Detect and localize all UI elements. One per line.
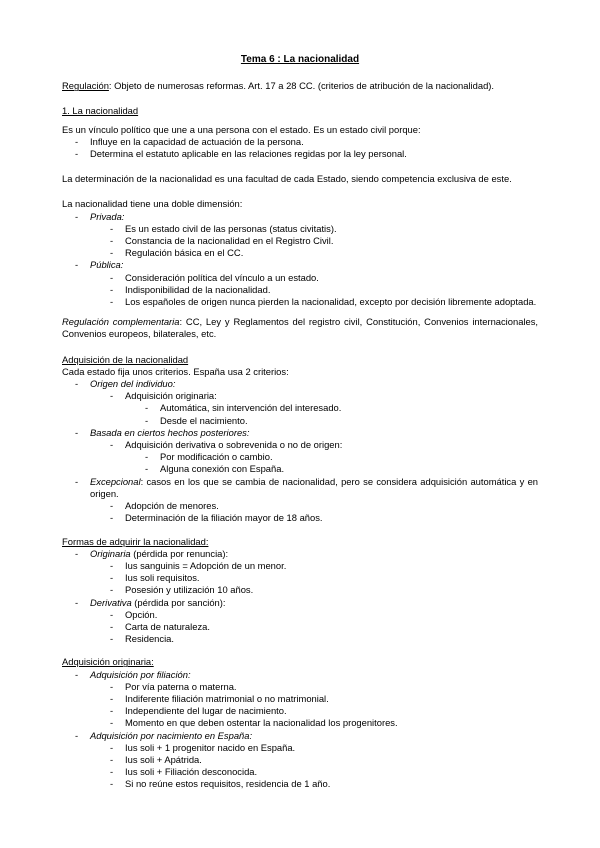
list-item-text: Adquisición por nacimiento en España: [90,729,253,741]
dash-bullet: - [145,414,149,426]
section-adquisicion-originaria [62,656,538,790]
dash-bullet: - [110,680,114,692]
complementaria-text: : CC, Ley y Reglamentos del registro civil, Constitución, Convenios internacionales, Convenios europeos, bilaterales, etc. [62,316,538,340]
list-item [62,402,538,414]
dash-bullet: - [75,378,79,390]
list-item [62,584,538,596]
paragraph-determinacion: La determinación de la nacionalidad es una facultad de cada Estado, siendo competencia exclusiva de este. [62,173,512,185]
dash-bullet: - [75,135,79,147]
paragraph-vinculo: Es un vínculo político que une a una persona con el estado. Es un estado civil porque: [62,123,421,135]
list-item-text: Determinación de la filiación mayor de 18 años. [125,512,323,524]
list-item-text: Carta de naturaleza. [125,620,210,632]
dash-bullet: - [110,778,114,790]
dash-bullet: - [110,559,114,571]
section-heading-formas: Formas de adquirir la nacionalidad: [62,535,209,547]
paragraph-complementaria [62,316,538,340]
list-item [62,148,538,160]
list-item [62,717,538,729]
excepcional-lead: Excepcional [90,475,141,487]
dash-bullet: - [110,247,114,259]
list-item [62,284,538,296]
list-item [62,597,538,609]
dash-bullet: - [110,271,114,283]
regulacion-lead: Regulación [62,80,109,92]
dash-bullet: - [75,259,79,271]
list-item-text: Determina el estatuto aplicable en las relaciones regidas por la ley personal. [90,148,407,160]
list-item [62,681,538,693]
dash-bullet: - [75,596,79,608]
list-item [62,621,538,633]
list-item [62,415,538,427]
section-heading-adquisicion: Adquisición de la nacionalidad [62,353,189,365]
list-item [62,211,538,223]
list-item-text: Residencia. [125,633,174,645]
dash-bullet: - [110,296,114,308]
dash-bullet: - [110,439,114,451]
dash-bullet: - [110,500,114,512]
dash-bullet: - [75,668,79,680]
dash-bullet: - [145,402,149,414]
dash-bullet: - [110,235,114,247]
dash-bullet: - [110,222,114,234]
dash-bullet: - [75,475,79,487]
list-item-text: Automática, sin intervención del interesado. [160,402,342,414]
list-item [62,693,538,705]
originaria-lead: Originaria [90,547,131,559]
dash-bullet: - [110,390,114,402]
list-item-text: Desde el nacimiento. [160,414,248,426]
list-item-text: Ius sanguinis = Adopción de un menor. [125,559,287,571]
list-item-text: Adopción de menores. [125,500,219,512]
list-item-text: Constancia de la nacionalidad en el Registro Civil. [125,235,334,247]
derivativa-lead: Derivativa [90,596,132,608]
list-item [62,512,538,524]
list-item-text: Regulación básica en el CC. [125,247,244,259]
list-item-text [90,548,538,560]
dash-bullet: - [145,451,149,463]
list-item [62,766,538,778]
dash-bullet: - [110,705,114,717]
dash-bullet: - [75,426,79,438]
dash-bullet: - [110,692,114,704]
list-item [62,235,538,247]
list-item-text [90,476,538,500]
dash-bullet: - [75,210,79,222]
list-item [62,705,538,717]
list-item [62,669,538,681]
complementaria-lead: Regulación complementaria [62,316,180,328]
section-heading-nacionalidad: 1. La nacionalidad [62,105,139,117]
list-item-text: Influye en la capacidad de actuación de la persona. [90,135,304,147]
regulacion-paragraph [62,80,538,92]
list-item [62,427,538,439]
excepcional-text: : casos en los que se cambia de nacionalidad, pero se considera adquisición automática y en origen. [90,475,538,499]
list-item [62,272,538,284]
dash-bullet: - [110,741,114,753]
list-item [62,476,538,500]
dash-bullet: - [145,463,149,475]
list-item-text: Adquisición originaria: [125,390,217,402]
section-adquisicion [62,354,538,525]
list-item [62,742,538,754]
list-item [62,778,538,790]
list-item-text: Origen del individuo: [90,378,176,390]
list-item [62,136,538,148]
dash-bullet: - [110,753,114,765]
list-item-text: Independiente del lugar de nacimiento. [125,705,287,717]
list-item [62,572,538,584]
list-item [62,378,538,390]
list-item-text [90,597,538,609]
list-item-text: Indiferente filiación matrimonial o no matrimonial. [125,692,329,704]
list-item-text: Por vía paterna o materna. [125,680,237,692]
list-item [62,296,538,308]
originaria-text: (pérdida por renuncia): [130,547,229,559]
dash-bullet: - [110,584,114,596]
list-item-text: Basada en ciertos hechos posteriores: [90,426,250,438]
list-item-text: Indisponibilidad de la nacionalidad. [125,283,271,295]
list-item-text: Si no reúne estos requisitos, residencia de 1 año. [125,778,331,790]
list-item-text: Adquisición derivativa o sobrevenida o no de origen: [125,439,343,451]
list-item [62,560,538,572]
list-item-text: Adquisición por filiación: [90,668,191,680]
list-item [62,754,538,766]
list-item-text: Ius soli + 1 progenitor nacido en España. [125,741,296,753]
regulacion-text: : Objeto de numerosas reformas. Art. 17 a 28 CC. (criterios de atribución de la nacionalidad). [108,80,495,92]
dash-bullet: - [75,148,79,160]
paragraph-doble-dimension: La nacionalidad tiene una doble dimensión: [62,198,243,210]
dash-bullet: - [110,717,114,729]
dash-bullet: - [110,283,114,295]
list-item [62,500,538,512]
list-item [62,548,538,560]
list-item-text: Privada: [90,210,125,222]
section-formas [62,536,538,646]
section-la-nacionalidad [62,105,538,340]
derivativa-text: (pérdida por sanción): [131,596,226,608]
dash-bullet: - [75,729,79,741]
dash-bullet: - [110,608,114,620]
list-item-text: Pública: [90,259,124,271]
list-item [62,609,538,621]
dash-bullet: - [110,572,114,584]
list-item-text: Ius soli requisitos. [125,572,200,584]
list-item [62,730,538,742]
list-item [62,390,538,402]
list-item [62,633,538,645]
list-item [62,439,538,451]
list-item-text: Posesión y utilización 10 años. [125,584,254,596]
list-item [62,259,538,271]
dash-bullet: - [110,512,114,524]
doc-title: Tema 6 : La nacionalidad [240,54,360,65]
list-item [62,247,538,259]
paragraph-criterios: Cada estado fija unos criterios. España usa 2 criterios: [62,365,289,377]
dash-bullet: - [75,547,79,559]
list-item-text: Por modificación o cambio. [160,451,273,463]
list-item-text: Alguna conexión con España. [160,463,285,475]
dash-bullet: - [110,620,114,632]
list-item [62,223,538,235]
list-item [62,463,538,475]
list-item [62,451,538,463]
list-item-text: Ius soli + Apátrida. [125,753,202,765]
list-item-text: Opción. [125,608,158,620]
list-item-text: Momento en que deben ostentar la nacionalidad los progenitores. [125,717,398,729]
dash-bullet: - [110,633,114,645]
dash-bullet: - [110,766,114,778]
list-item-text: Los españoles de origen nunca pierden la nacionalidad, excepto por decisión libremente adoptada. [125,296,537,308]
list-item-text: Ius soli + Filiación desconocida. [125,766,258,778]
section-heading-adquisicion-originaria: Adquisición originaria: [62,656,154,668]
list-item-text: Es un estado civil de las personas (status civitatis). [125,222,337,234]
list-item-text: Consideración política del vínculo a un estado. [125,271,319,283]
